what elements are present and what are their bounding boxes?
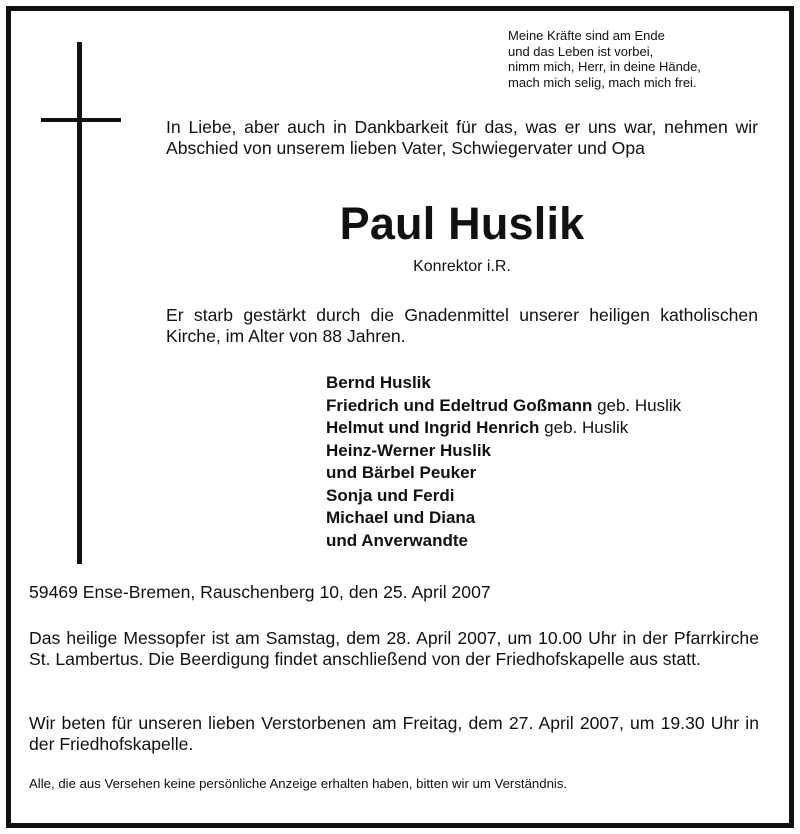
family-member: und Bärbel Peuker bbox=[326, 463, 477, 482]
motto-line: mach mich selig, mach mich frei. bbox=[508, 74, 697, 90]
family-member: Sonja und Ferdi bbox=[326, 485, 455, 505]
prayer-info: Wir beten für unseren lieben Verstorbenen am Freitag, dem 27. April 2007, um 19.30 Uhr in der Friedhofskapelle. bbox=[29, 713, 759, 754]
family-member: Michael und Diana bbox=[326, 508, 476, 527]
family-member: Bernd Huslik bbox=[326, 373, 431, 392]
footer-note: Alle, die aus Versehen keine persönliche Anzeige erhalten haben, bitten wir um Verständnis. bbox=[29, 776, 568, 791]
motto-verse bbox=[508, 28, 748, 90]
intro-text: In Liebe, aber auch in Dankbarkeit für das, was er uns war, nehmen wir Abschied von unserem lieben Vater, Schwiegervater und Opa bbox=[166, 117, 758, 158]
address-line: 59469 Ense-Bremen, Rauschenberg 10, den 25. April 2007 bbox=[29, 582, 491, 602]
family-list bbox=[326, 372, 766, 552]
mass-info: Das heilige Messopfer ist am Samstag, dem 28. April 2007, um 10.00 Uhr in der Pfarrkirche St. Lambertus. Die Beerdigung findet anschließend von der Friedhofskapelle aus statt. bbox=[29, 628, 759, 669]
motto-line: und das Leben ist vorbei, bbox=[508, 43, 654, 59]
death-notice: Er starb gestärkt durch die Gnadenmittel unserer heiligen katholischen Kirche, im Alter von 88 Jahren. bbox=[166, 305, 758, 346]
family-member: Helmut und Ingrid Henrich geb. Huslik bbox=[326, 418, 629, 437]
motto-line: nimm mich, Herr, in deine Hände, bbox=[508, 59, 701, 74]
cross-icon-bar bbox=[41, 118, 121, 122]
deceased-title: Konrektor i.R. bbox=[413, 258, 511, 275]
family-member: Heinz-Werner Huslik bbox=[326, 440, 492, 460]
motto-line: Meine Kräfte sind am Ende bbox=[508, 28, 665, 43]
family-member: Friedrich und Edeltrud Goßmann geb. Huslik bbox=[326, 395, 682, 415]
family-member: und Anverwandte bbox=[326, 530, 468, 550]
deceased-name: Paul Huslik bbox=[339, 198, 585, 249]
